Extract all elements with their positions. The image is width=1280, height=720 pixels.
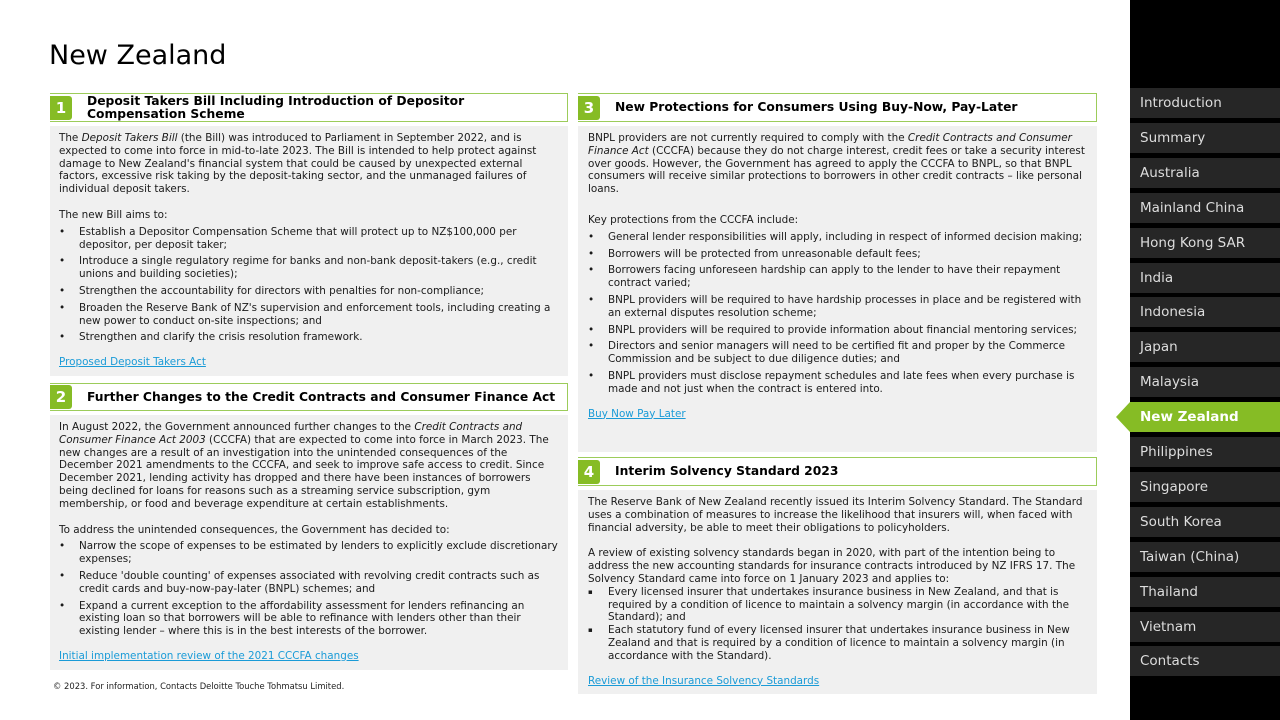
bill-name: Deposit Takers Bill (81, 132, 178, 144)
list-item: • General lender responsibilities will apply, including in respect of informed decision making; (588, 231, 1087, 244)
intro-text: (CCCFA) that are expected to come into force in March 2023. The new changes are a result of an investigation into the unintended consequences of the December 2021 amendments to the CCCFA, and seek to improve safe access to credit. Since December 2021, lending activity has dropped and there have been instances of borrowers being declined for loans for reasons such as a streaming service subscription, gym membership, or food and beverage expenditure at certain establishments. (59, 433, 549, 510)
act-name: Credit Contracts and Consumer Finance Act 2003 (59, 421, 523, 446)
list-item: • Reduce 'double counting' of expenses associated with revolving credit contracts such as credit cards and buy-now-pay-later (BNPL) schemes; and (59, 570, 558, 596)
intro-text: (CCCFA) because they do not charge interest, credit fees or take a security interest over goods. However, the Government has agreed to apply the CCCFA to BNPL, so that BNPL consumers will receive similar protections to borrowers in other credit contracts – like personal loans. (588, 144, 1085, 196)
section-2-body (50, 415, 568, 670)
list-item: • Narrow the scope of expenses to be estimated by lenders to explicitly exclude discretionary expenses; (59, 540, 558, 566)
list-item: • BNPL providers must disclose repayment schedules and late fees when every purchase is made and not just when the contract is entered into. (588, 370, 1087, 396)
bullet-list (588, 586, 1087, 663)
proposed-deposit-takers-act-link[interactable]: Proposed Deposit Takers Act (59, 356, 206, 369)
sidebar-item-australia[interactable]: Australia (1130, 158, 1280, 188)
list-item: • Introduce a single regulatory regime for banks and non-bank deposit-takers (e.g., credit unions and building societies); (59, 255, 558, 281)
list-item: • Borrowers will be protected from unreasonable default fees; (588, 248, 1087, 261)
intro-text: (the Bill) was introduced to Parliament in September 2022, and is expected to come into force in mid-to-late 2023. The Bill is intended to help protect against damage to New Zealand's financial system that could be caused by unexpected external factors, excessive risk taking by the deposit-taking sector, and the unmanaged failures of individual deposit takers. (59, 132, 537, 196)
sidebar-item-japan[interactable]: Japan (1130, 332, 1280, 362)
sidebar-item-vietnam[interactable]: Vietnam (1130, 612, 1280, 642)
intro-text: BNPL providers are not currently required to comply with the (588, 132, 908, 144)
sidebar-item-indonesia[interactable]: Indonesia (1130, 297, 1280, 327)
sidebar-item-malaysia[interactable]: Malaysia (1130, 367, 1280, 397)
section-title: Further Changes to the Credit Contracts and Consumer Finance Act (87, 389, 556, 404)
list-item: ▪ Every licensed insurer that undertakes insurance business in New Zealand, and that is required by a condition of licence to maintain a solvency margin (in accordance with the Standard); and (588, 586, 1087, 624)
section-title: Interim Solvency Standard 2023 (615, 464, 839, 478)
sidebar-item-india[interactable]: India (1130, 263, 1280, 293)
bullet-list (59, 540, 558, 638)
copyright-footer: © 2023. For information, Contacts Deloitte Touche Tohmatsu Limited. (53, 681, 345, 691)
section-title: Deposit Takers Bill Including Introduction of Depositor Compensation Scheme (87, 93, 465, 121)
list-item: • Establish a Depositor Compensation Scheme that will protect up to NZ$100,000 per depositor, per deposit taker; (59, 226, 558, 252)
section-title: New Protections for Consumers Using Buy-Now, Pay-Later (615, 100, 1018, 114)
list-item: ▪ Each statutory fund of every licensed insurer that undertakes insurance business in New Zealand and that is required by a condition of licence to maintain a solvency margin (in accordance with the Standard). (588, 624, 1087, 662)
sidebar-item-new-zealand[interactable]: New Zealand (1130, 402, 1280, 432)
list-item: • Expand a current exception to the affordability assessment for lenders refinancing an existing loan so that borrowers will be able to refinance with lenders other than their existing lender – where this is in the best interests of the borrower. (59, 600, 558, 638)
bullet-list (588, 231, 1087, 396)
sidebar-item-contacts[interactable]: Contacts (1130, 646, 1280, 676)
lead-text: A review of existing solvency standards began in 2020, with part of the intention being to address the new accounting standards for insurance contracts introduced by NZ IFRS 17. The Solvency Standard came into force on 1 January 2023 and applies to: (588, 547, 1076, 585)
section-1-header (50, 93, 568, 122)
bullet-list (59, 226, 558, 344)
section-1-body (50, 126, 568, 376)
list-item: • BNPL providers will be required to have hardship processes in place and be registered with an external disputes resolution scheme; (588, 294, 1087, 320)
act-name: Credit Contracts and Consumer Finance Act (588, 132, 1072, 157)
sidebar-item-introduction[interactable]: Introduction (1130, 88, 1280, 118)
intro-text: In August 2022, the Government announced further changes to the (59, 421, 415, 433)
page-title: New Zealand (49, 40, 227, 71)
section-number-badge: 4 (578, 460, 600, 484)
list-item: • Strengthen the accountability for directors with penalties for non-compliance; (59, 285, 558, 298)
buy-now-pay-later-link[interactable]: Buy Now Pay Later (588, 407, 686, 420)
intro-text: The (59, 132, 82, 144)
section-number-badge: 1 (50, 96, 72, 120)
list-item: • Directors and senior managers will need to be certified fit and proper by the Commerce Commission and be subject to due diligence duties; and (588, 340, 1087, 366)
list-item: • BNPL providers will be required to provide information about financial mentoring services; (588, 324, 1087, 337)
lead-text: To address the unintended consequences, the Government has decided to: (59, 523, 450, 536)
sidebar-item-singapore[interactable]: Singapore (1130, 472, 1280, 502)
section-number-badge: 3 (578, 96, 600, 120)
section-4-body (578, 490, 1097, 694)
sidebar-item-taiwan-china[interactable]: Taiwan (China) (1130, 542, 1280, 572)
sidebar-item-south-korea[interactable]: South Korea (1130, 507, 1280, 537)
sidebar-item-thailand[interactable]: Thailand (1130, 577, 1280, 607)
solvency-standards-review-link[interactable]: Review of the Insurance Solvency Standards (588, 674, 820, 687)
sidebar-item-philippines[interactable]: Philippines (1130, 437, 1280, 467)
lead-text: Key protections from the CCCFA include: (588, 213, 799, 226)
section-4-header (578, 457, 1097, 486)
list-item: • Borrowers facing unforeseen hardship can apply to the lender to have their repayment contract varied; (588, 264, 1087, 290)
section-2-header (50, 383, 568, 411)
sidebar-item-summary[interactable]: Summary (1130, 123, 1280, 153)
section-3-body (578, 126, 1097, 452)
list-item: • Strengthen and clarify the crisis resolution framework. (59, 331, 558, 344)
sidebar-item-mainland-china[interactable]: Mainland China (1130, 193, 1280, 223)
lead-text: The new Bill aims to: (59, 208, 168, 221)
sidebar-item-hong-kong-sar[interactable]: Hong Kong SAR (1130, 228, 1280, 258)
cccfa-review-link[interactable]: Initial implementation review of the 2021 CCCFA changes (59, 649, 359, 662)
intro-text: The Reserve Bank of New Zealand recently issued its Interim Solvency Standard. The Standard uses a combination of measures to increase the likelihood that insurers will, when faced with financial adversity, be able to meet their obligations to policyholders. (588, 496, 1083, 534)
list-item: • Broaden the Reserve Bank of NZ's supervision and enforcement tools, including creating a new power to conduct on-site inspections; and (59, 302, 558, 328)
section-number-badge: 2 (50, 385, 72, 409)
section-3-header (578, 93, 1097, 122)
